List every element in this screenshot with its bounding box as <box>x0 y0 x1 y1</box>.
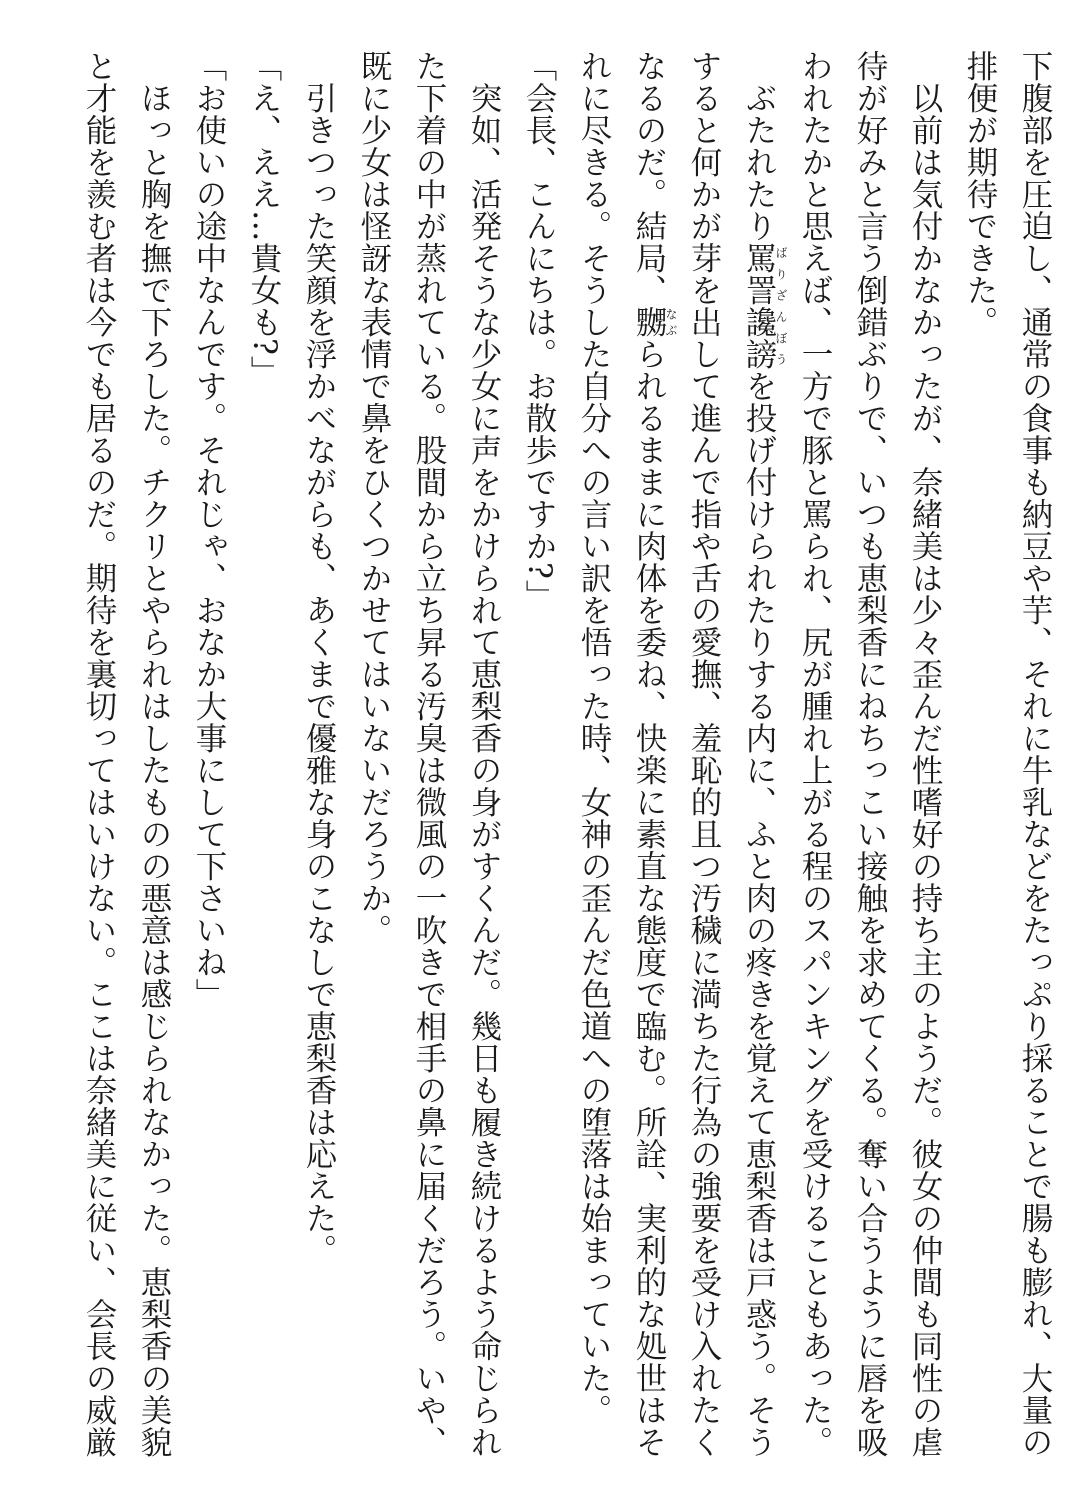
paragraph-p2 <box>787 50 952 1470</box>
ruby-reading: ばりざんぼう <box>774 241 788 370</box>
paragraph-p6 <box>291 50 346 1470</box>
paragraph-p1 <box>952 50 1062 1470</box>
ruby-base: 罵詈讒謗 <box>741 241 777 370</box>
text-segment: ぶたれたり <box>741 81 777 242</box>
paragraph-p4 <box>511 50 566 1470</box>
text-segment: られるままに肉体を委ね、快楽に素直な態度で臨む。所詮、実利的な処世はそれに尽きる。そうした自分への言い訳を悟った時、女神の歪んだ色道への堕落は始まっていた。 <box>576 50 667 1458</box>
ruby-base: 嬲 <box>631 306 667 338</box>
text-segment: 引きつった笑顔を浮かべながらも、あくまで優雅な身のこなしで恵梨香は応えた。 <box>301 81 337 1266</box>
paragraph-p3 <box>566 50 787 1470</box>
text-segment: 下腹部を圧迫し、通常の食事も納豆や芋、それに牛乳などをたっぷり採ることで腸も膨れ、大量の排便が期待できた。 <box>962 50 1053 1458</box>
text-segment: 以前は気付かなかったが、奈緒美は少々歪んだ性嗜好の持ち主のようだ。彼女の仲間も同性の虐待が好みと言う倒錯ぶりで、いつも恵梨香にねちっこい接触を求めてくる。奪い合うように唇を吸われたかと思えば、一方で豚と罵られ、尻が腫れ上がる程のスパンキングを受けることもあった。 <box>797 50 943 1458</box>
vertical-text-body <box>71 50 1062 1470</box>
text-segment: 「お使いの途中なんです。それじゃ、おなか大事にして下さいね」 <box>191 50 227 1010</box>
paragraph-p5 <box>346 50 511 1470</box>
text-segment: 「え、ええ…貴女も?」 <box>246 50 282 388</box>
ruby-annotation <box>741 241 788 370</box>
text-segment: 突如、活発そうな少女に声をかけられて恵梨香の身がすくんだ。幾日も履き続けるよう命じられた下着の中が蒸れている。股間から立ち昇る汚臭は微風の一吹きで相手の鼻に届くだろう。いや、既に少女は怪訝な表情で鼻をひくつかせてはいないだろうか。 <box>356 50 502 1458</box>
text-segment: を投げ付けられたりする内に、ふと肉の疼きを覚えて恵梨香は戸惑う。そうすると何かが芽を出して進んで指や舌の愛撫、羞恥的且つ汚穢に満ちた行為の強要を受け入れたくなるのだ。結局、 <box>631 50 777 1458</box>
text-segment: ほっと胸を撫で下ろした。チクリとやられはしたものの悪意は感じられなかった。恵梨香の美貌と才能を羨む者は今でも居るのだ。期待を裏切ってはいけない。ここは奈緒美に従い、会長の威厳 <box>81 50 172 1458</box>
paragraph-p9 <box>71 50 181 1470</box>
paragraph-p8 <box>181 50 236 1470</box>
text-segment: 「会長、こんにちは。お散歩ですか?」 <box>521 50 557 612</box>
ruby-reading: なぶ <box>664 306 678 338</box>
ruby-annotation <box>631 306 678 338</box>
paragraph-p7 <box>236 50 291 1470</box>
